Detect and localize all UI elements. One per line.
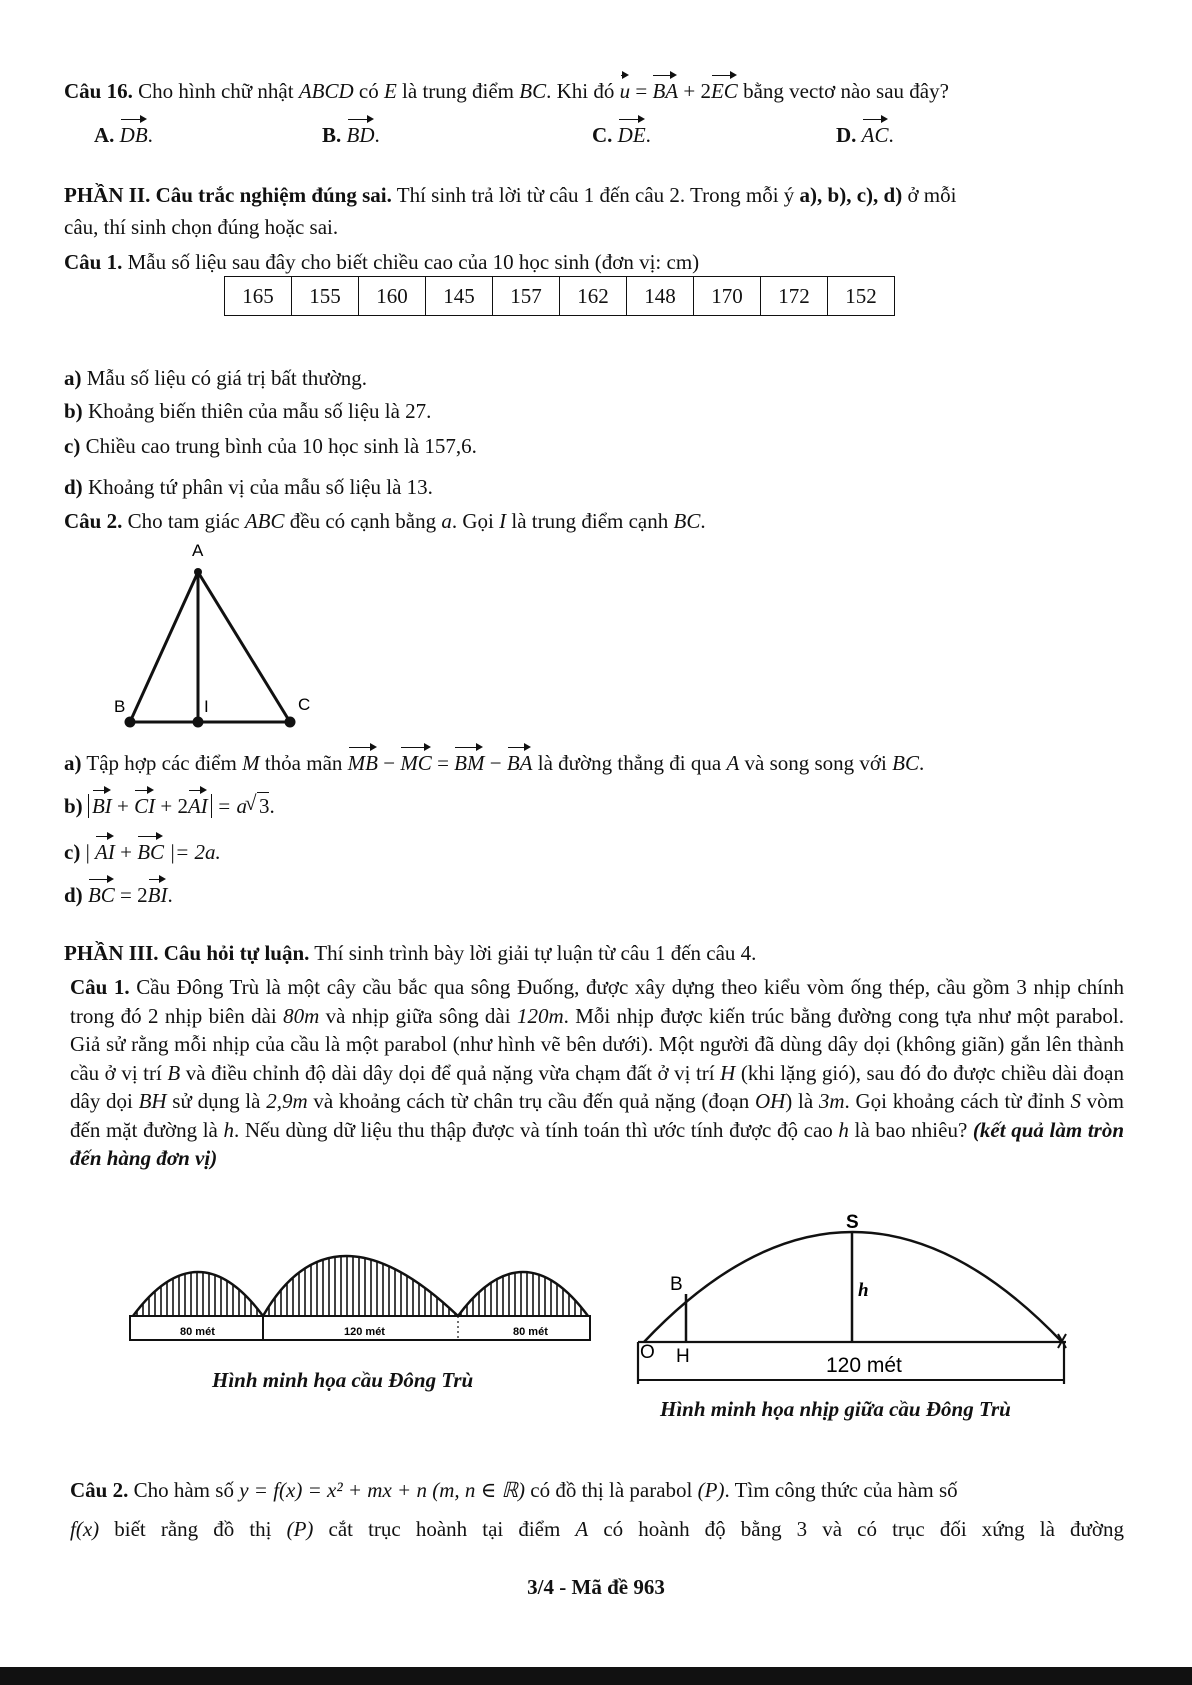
var: B [167,1060,181,1085]
op: = a [211,794,247,818]
bridge-figure [128,1232,594,1347]
var: M [242,751,260,775]
text: (khi lặng gió), sau đó đo được chiều dài đoạn dây dọi [70,1060,1124,1113]
label-a: A [192,541,204,560]
q16-bc: BC [519,79,547,103]
point-a [194,568,202,576]
label-b: B [670,1274,683,1295]
text: ) là [785,1089,819,1113]
text: . [167,883,173,907]
item-text: Chiều cao trung bình của 10 học sinh là 157,6. [80,434,477,458]
middle-span-figure [626,1206,1086,1386]
var: I [499,509,507,533]
text: là trung điểm cạnh [506,509,674,533]
op: |= 2a. [164,840,221,864]
q16-option-a [94,116,153,148]
p3-c2-label: Câu 2. [70,1478,129,1502]
option-tail: . [374,123,380,147]
vector: BC [137,833,164,865]
label-length: 120 mét [826,1354,902,1377]
p2-c2-item-b [64,787,275,819]
q16-option-c [592,116,651,148]
bridge-figure-caption: Hình minh họa cầu Đông Trù [212,1368,474,1392]
option-vector: DE [618,116,646,148]
q16-text: bằng vectơ nào sau đây? [737,79,949,103]
var: h [223,1117,234,1142]
item-text: Khoảng biến thiên của mẫu số liệu là 27. [82,399,432,423]
p3-c2-line2 [70,1516,1124,1542]
q16-plus: + 2 [678,79,711,103]
text: và điều chỉnh độ dài dây dọi để quả nặng vừa chạm đất ở vị trí [180,1060,721,1085]
option-label: A. [94,123,115,147]
q16-text: . Khi đó [546,79,620,103]
var: f(x) [70,1517,100,1541]
p2-c1-label: Câu 1. [64,250,123,274]
p2-c1-item-c [64,433,477,459]
q16-abcd: ABCD [298,79,354,103]
p2-c1-item-a [64,365,367,391]
q16-e: E [383,79,397,103]
item-label: a) [64,751,82,775]
function: y = f(x) = x² + mx + n (m, n ∈ ℝ) [239,1478,526,1502]
q16-text: là trung điểm [396,79,520,103]
text: là đường thẳng đi qua [532,751,727,775]
text: . Gọi [451,509,500,533]
option-tail: . [645,123,651,147]
part2-intro: Thí sinh trả lời từ câu 1 đến câu 2. Trong mỗi ý [391,183,800,207]
abs-value [88,794,212,818]
span-hangers [133,1232,263,1316]
q16-stem [64,72,949,104]
part3-title: PHẦN III. Câu hỏi tự luận. [64,941,310,965]
option-vector: DB [120,116,148,148]
vector: MC [400,744,432,776]
span-label-1: 80 mét [180,1326,215,1338]
table-cell: 160 [359,277,426,316]
option-tail: . [888,123,894,147]
scan-edge-bar [0,1667,1192,1685]
edge-ab [130,572,198,722]
q16-option-b [322,116,380,148]
page-footer: 3/4 - Mã đề 963 [527,1575,665,1599]
label-i: I [204,697,209,716]
op: | [80,840,96,864]
q16-text: Cho hình chữ nhật [132,79,299,103]
text: . Tìm công thức của hàm số [724,1478,958,1502]
item-label: d) [64,475,83,499]
item-text: Mẫu số liệu có giá trị bất thường. [81,366,368,390]
text: Cho hàm số [128,1478,240,1502]
vector: BA [507,744,533,776]
label-h: h [858,1280,869,1301]
table-cell: 165 [225,277,292,316]
item-text: Khoảng tứ phân vị của mẫu số liệu là 13. [82,475,433,499]
op: − [377,751,401,775]
text: . [700,509,706,533]
vector: AI [95,833,115,865]
text: là bao nhiêu? [848,1117,973,1142]
var: h [838,1117,849,1142]
note: (kết quả làm tròn đến hàng đơn vị) [70,1117,1125,1170]
text: biết rằng đồ thị [99,1517,287,1541]
label-b: B [114,697,126,716]
point-c [285,717,296,728]
item-label: d) [64,883,83,907]
item-label: c) [64,434,81,458]
op: = [431,751,455,775]
table-cell: 145 [426,277,493,316]
var: A [575,1517,589,1541]
q16-vector-ec: EC [711,72,738,104]
text: có đồ thị là parabol [525,1478,698,1502]
q16-label: Câu 16. [64,79,133,103]
op: = 2 [114,883,148,907]
vector: AI [188,787,208,819]
text: . [269,794,275,818]
option-vector: BD [347,116,375,148]
vector: BM [454,744,484,776]
table-cell: 155 [292,277,359,316]
var: H [720,1060,736,1085]
text: Cầu Đông Trù là một cây cầu bắc qua sông Đuống, được xây dựng theo kiểu vòm ống thép, cầu gồm 3 nhịp chính trong đó 2 nhịp biên dài [70,975,1124,1028]
text: . Gọi khoảng cách từ đỉnh [844,1089,1071,1113]
text: Tập hợp các điểm [81,751,243,775]
table-cell: 152 [828,277,895,316]
p2-c2-item-c [64,833,221,865]
text: cắt trục hoành tại điểm [313,1517,576,1541]
table-row [225,277,895,316]
text: Cho tam giác [122,509,245,533]
text: . Mỗi nhịp được kiến trúc bằng đường cong tựa như một parabol. Giả sử rằng mỗi nhịp của cầu là một parabol (như hình vẽ bên dưới). Một người đã dùng dây dọi (không giãn) gắn lên thành cầu ở vị trí [70,1003,1124,1085]
height-data-table [224,276,895,316]
edge-ac [198,572,290,722]
vector: BI [92,787,112,819]
item-label: a) [64,366,82,390]
p2-c1-item-d [64,474,433,500]
p3-c1-paragraph [70,973,1124,1173]
option-label: B. [322,123,342,147]
table-cell: 170 [694,277,761,316]
var: (P) [697,1478,725,1502]
span-hangers [263,1232,458,1316]
p2-c1-text: Mẫu số liệu sau đây cho biết chiều cao của 10 học sinh (đơn vị: cm) [122,250,700,274]
p2-c2-stem [64,508,706,534]
part3-intro: Thí sinh trình bày lời giải tự luận từ câu 1 đến câu 4. [309,941,757,965]
vector: CI [134,787,155,819]
q16-vector-u: u [620,72,631,104]
table-cell: 148 [627,277,694,316]
p2-c2-item-a [64,744,924,776]
text: và khoảng cách từ chân trụ cầu đến quả nặng (đoạn [307,1089,755,1113]
var: BH [138,1089,167,1113]
p2-c2-item-d [64,876,173,908]
var: ABC [244,509,285,533]
label-s: S [846,1212,859,1233]
var: BC [892,751,919,775]
q16-text: có [353,79,384,103]
var: a [441,509,452,533]
part2-title: PHẦN II. Câu trắc nghiệm đúng sai. [64,183,392,207]
item-label: b) [64,399,83,423]
var: 3m [818,1089,845,1113]
text: đều có cạnh bằng [284,509,442,533]
q16-option-d [836,116,894,148]
middle-span-caption: Hình minh họa nhịp giữa cầu Đông Trù [660,1397,1011,1421]
text: . Nếu dùng dữ liệu thu thập được và tính toán thì ước tính được độ cao [234,1117,839,1142]
option-label: C. [592,123,613,147]
var: S [1070,1089,1081,1113]
part2-heading [64,182,956,208]
option-label: D. [836,123,857,147]
span-label-3: 80 mét [513,1326,548,1338]
var: 2,9m [266,1089,308,1113]
text: . [918,751,925,775]
var: OH [754,1089,786,1113]
vector: MB [348,744,378,776]
q16-vector-ba: BA [652,72,678,104]
point-b [125,717,136,728]
vector: BC [88,876,115,908]
p2-c1-item-b [64,398,431,424]
var: A [726,751,740,775]
op: + [111,794,135,818]
table-cell: 172 [761,277,828,316]
span-label-2: 120 mét [344,1326,385,1338]
item-label: c) [64,840,81,864]
p2-c1-stem [64,249,699,275]
text: vòm đến mặt đường là [70,1089,1124,1142]
label-c: C [298,695,311,714]
vector: BI [148,876,168,908]
point-i [193,717,204,728]
var: BC [673,509,701,533]
text: sử dụng là [166,1089,267,1113]
option-vector: AC [862,116,889,148]
triangle-figure [100,536,330,736]
sqrt: √ 3 [257,792,270,819]
op: + [114,840,138,864]
var: 80m [283,1003,320,1028]
option-tail: . [147,123,153,147]
item-label: b) [64,794,83,818]
part3-heading [64,940,756,966]
q16-eq: = [630,79,653,103]
op: − [484,751,507,775]
part2-intro-line2: câu, thí sinh chọn đúng hoặc sai. [64,215,339,239]
var: (P) [286,1517,314,1541]
var: 120m [516,1003,564,1028]
span-hangers [458,1232,588,1316]
text: thỏa mãn [259,751,348,775]
table-cell: 162 [560,277,627,316]
label-o: O [640,1342,655,1363]
p3-c2-line1 [70,1477,958,1503]
text: có hoành độ bằng 3 và có trục đối xứng là đường [588,1517,1124,1541]
text: và nhịp giữa sông dài [319,1003,517,1028]
table-cell: 157 [493,277,560,316]
p3-c1-label: Câu 1. [70,975,130,999]
p2-c2-label: Câu 2. [64,509,123,533]
label-h-foot: H [676,1346,690,1367]
op: + 2 [155,794,188,818]
part2-intro-bold: a), b), c), d) [799,183,903,207]
part2-intro: ở mỗi [902,183,957,207]
text: và song song với [739,751,893,775]
